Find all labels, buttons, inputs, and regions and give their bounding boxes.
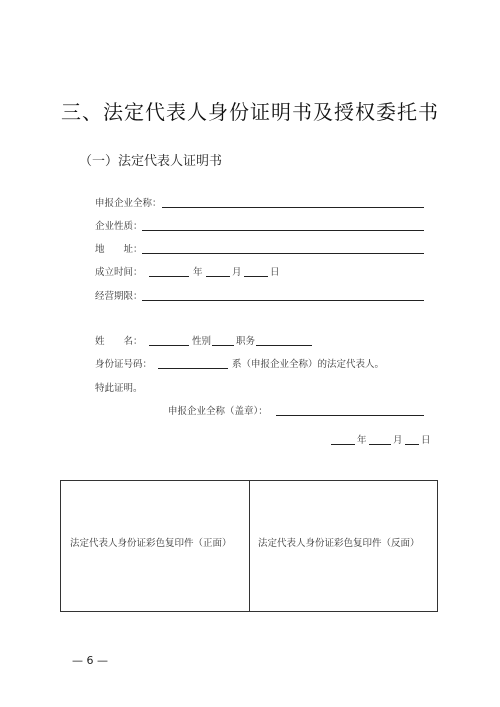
document-title: 三、法定代表人身份证明书及授权委托书 — [61, 100, 439, 124]
sign-year-field[interactable] — [331, 444, 355, 445]
id-number-field[interactable] — [158, 368, 228, 369]
box-divider — [249, 481, 250, 611]
name-field[interactable] — [149, 345, 189, 346]
id-front-copy-label: 法定代表人身份证彩色复印件（正面） — [70, 538, 232, 549]
gender-label: 性别 — [192, 336, 212, 347]
day-label: 日 — [270, 267, 280, 278]
sign-day-field[interactable] — [405, 444, 419, 445]
sign-month-field[interactable] — [369, 444, 391, 445]
established-month-field[interactable] — [206, 276, 230, 277]
id-number-label: 身份证号码： — [95, 359, 153, 370]
company-name-field[interactable] — [162, 207, 424, 208]
seal-label: 申报企业全称（盖章）： — [168, 406, 268, 417]
sign-year-label: 年 — [357, 435, 367, 446]
position-label: 职务 — [236, 336, 256, 347]
position-field[interactable] — [256, 345, 312, 346]
certify-text: 特此证明。 — [95, 383, 143, 394]
company-name-label: 申报企业全称： — [95, 198, 162, 209]
seal-field[interactable] — [276, 415, 424, 416]
established-day-field[interactable] — [244, 276, 268, 277]
established-label: 成立时间： — [95, 267, 143, 278]
term-field[interactable] — [142, 300, 424, 301]
sign-day-label: 日 — [421, 435, 431, 446]
sign-month-label: 月 — [393, 435, 403, 446]
id-suffix-text: 系（申报企业全称）的法定代表人。 — [232, 359, 385, 370]
company-type-field[interactable] — [142, 230, 424, 231]
company-type-label: 企业性质： — [95, 221, 143, 232]
month-label: 月 — [232, 267, 242, 278]
term-label: 经营期限： — [95, 291, 143, 302]
address-field[interactable] — [142, 253, 424, 254]
name-label: 姓 名： — [95, 336, 143, 347]
id-back-copy-label: 法定代表人身份证彩色复印件（反面） — [258, 538, 420, 549]
established-year-field[interactable] — [149, 276, 189, 277]
section-subtitle: （一）法定代表人证明书 — [79, 154, 223, 169]
page-number: — 6 — — [72, 654, 108, 667]
address-label: 地 址： — [95, 244, 143, 255]
id-copy-box — [60, 480, 438, 612]
gender-field[interactable] — [212, 345, 234, 346]
year-label: 年 — [193, 267, 203, 278]
